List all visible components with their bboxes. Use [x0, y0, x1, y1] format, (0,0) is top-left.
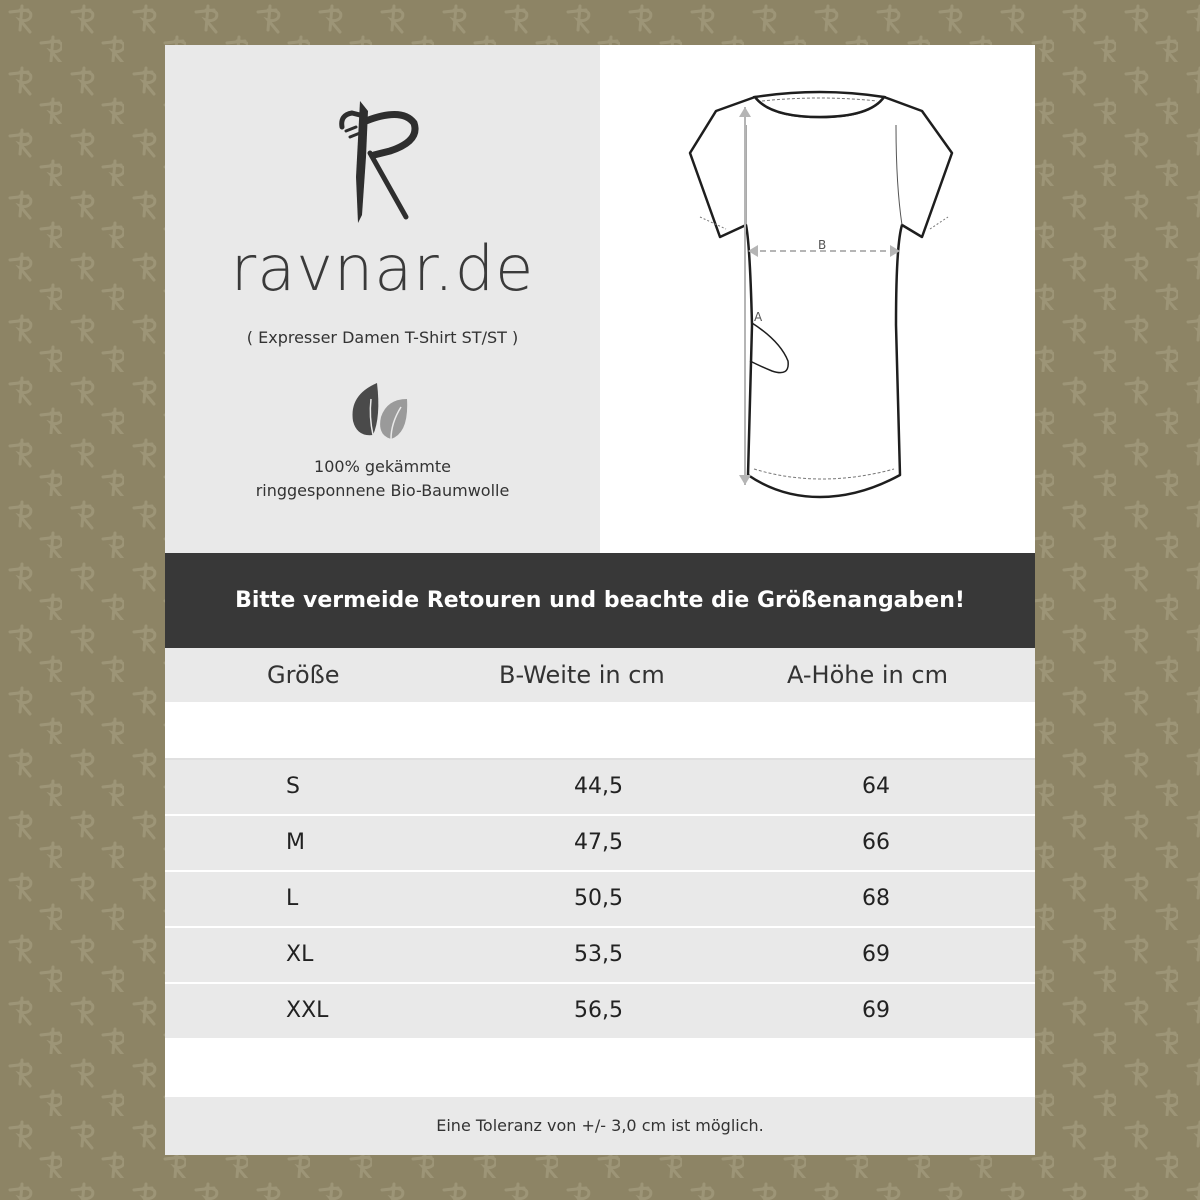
table-row: [165, 760, 1035, 816]
column-header-width: B-Weite in cm: [499, 661, 665, 689]
height-cell: 68: [862, 886, 890, 911]
height-cell: 69: [862, 998, 890, 1023]
material-line-1: 100% gekämmte: [314, 457, 451, 476]
width-cell: 44,5: [574, 774, 623, 799]
width-cell: 56,5: [574, 998, 623, 1023]
table-row: [165, 984, 1035, 1040]
material-description: [165, 455, 600, 503]
width-cell: 53,5: [574, 942, 623, 967]
width-cell: 47,5: [574, 830, 623, 855]
column-header-height: A-Höhe in cm: [787, 661, 948, 689]
size-cell: L: [286, 886, 299, 911]
height-cell: 69: [862, 942, 890, 967]
notice-banner: Bitte vermeide Retouren und beachte die Größenangaben!: [165, 553, 1035, 648]
table-row: [165, 816, 1035, 872]
product-name: ( Expresser Damen T-Shirt ST/ST ): [246, 328, 519, 347]
size-chart-card: [165, 45, 1035, 1155]
tshirt-icon: [600, 45, 1035, 553]
size-cell: XL: [286, 942, 314, 967]
column-header-size: Größe: [267, 661, 340, 689]
spacer-row: [165, 704, 1035, 760]
width-cell: 50,5: [574, 886, 623, 911]
table-row: [165, 872, 1035, 928]
size-table: [165, 648, 1035, 1040]
diagram-label-b: B: [818, 238, 827, 252]
material-line-2: ringgesponnene Bio-Baumwolle: [255, 481, 510, 500]
brand-name: ravnar.de: [230, 232, 535, 305]
brand-panel: [165, 45, 600, 553]
diagram-panel: [600, 45, 1035, 553]
table-row: [165, 928, 1035, 984]
leaf-icon: [347, 377, 417, 443]
tolerance-note: Eine Toleranz von +/- 3,0 cm ist möglich.: [165, 1097, 1035, 1155]
size-cell: XXL: [286, 998, 329, 1023]
height-cell: 64: [862, 774, 890, 799]
size-cell: S: [286, 774, 300, 799]
height-cell: 66: [862, 830, 890, 855]
table-header-row: [165, 648, 1035, 704]
size-cell: M: [286, 830, 305, 855]
diagram-label-a: A: [754, 310, 763, 324]
logo-r-icon: [330, 97, 430, 227]
